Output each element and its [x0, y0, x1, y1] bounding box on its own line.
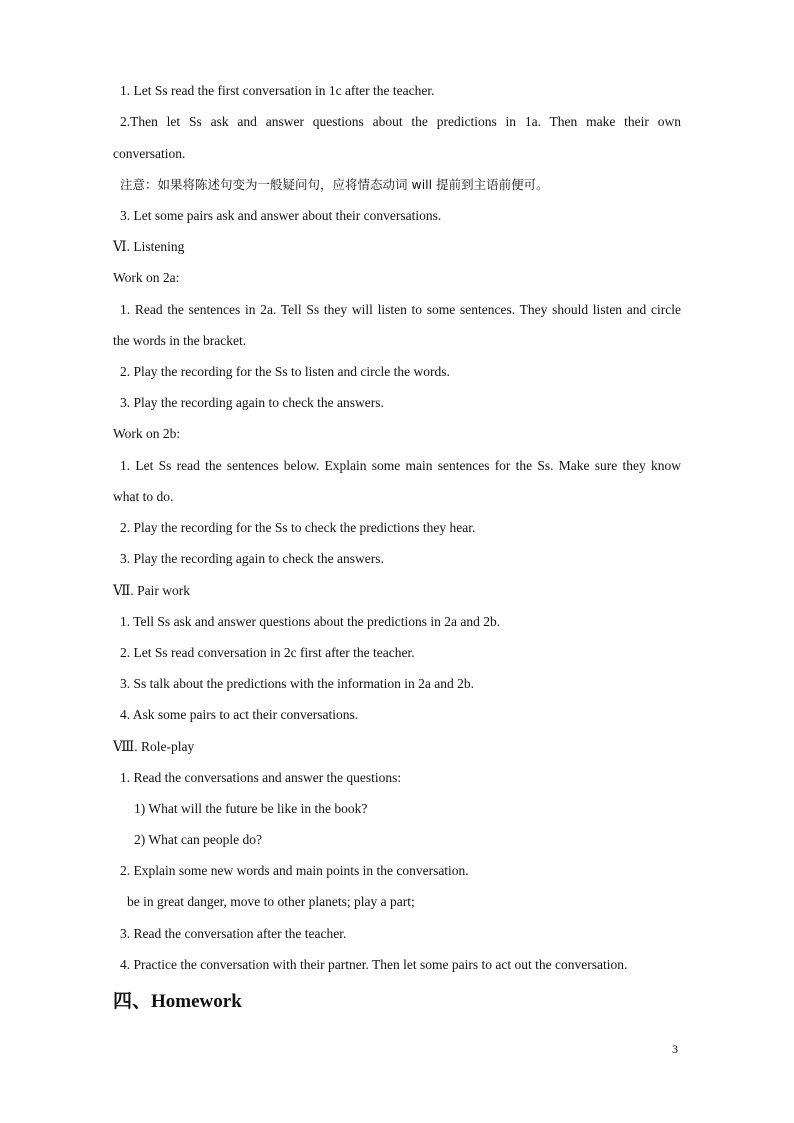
- text-line: 2. Play the recording for the Ss to check the predictions they hear.: [120, 520, 476, 535]
- text-line: 1. Read the conversations and answer the questions:: [120, 770, 402, 785]
- phrase-list: be in great danger, move to other planets; play a part;: [127, 894, 415, 909]
- text-line: 3. Read the conversation after the teacher.: [120, 926, 347, 941]
- page-number: 3: [672, 1042, 678, 1056]
- subheading: Work on 2a:: [113, 270, 180, 285]
- text-line: the words in the bracket.: [113, 333, 247, 348]
- text-line: 3. Ss talk about the predictions with the information in 2a and 2b.: [120, 676, 474, 691]
- text-line: 4. Ask some pairs to act their conversations.: [120, 707, 359, 722]
- question-item: 2) What can people do?: [134, 832, 262, 847]
- section-heading-listening: Ⅵ. Listening: [113, 239, 185, 254]
- text-line: 2. Let Ss read conversation in 2c first after the teacher.: [120, 645, 415, 660]
- text-line: 2. Play the recording for the Ss to listen and circle the words.: [120, 364, 450, 379]
- text-line: 3. Play the recording again to check the answers.: [120, 551, 384, 566]
- text-line: what to do.: [113, 489, 174, 504]
- text-line: 1. Let Ss read the sentences below. Explain some main sentences for the Ss. Make sure they know: [120, 458, 681, 473]
- text-line: 2. Explain some new words and main points in the conversation.: [120, 863, 469, 878]
- text-line: 1. Tell Ss ask and answer questions about the predictions in 2a and 2b.: [120, 614, 501, 629]
- text-line: conversation.: [113, 146, 186, 161]
- note-line: 注意：如果将陈述句变为一般疑问句，应将情态动词 will 提前到主语前便可。: [120, 177, 549, 192]
- text-line: 2.Then let Ss ask and answer questions about the predictions in 1a. Then make their own: [120, 114, 681, 129]
- text-line: 3. Play the recording again to check the answers.: [120, 395, 384, 410]
- text-line: 3. Let some pairs ask and answer about their conversations.: [120, 208, 442, 223]
- section-heading-role-play: Ⅷ. Role-play: [113, 739, 195, 754]
- text-line: 1. Let Ss read the first conversation in 1c after the teacher.: [120, 83, 435, 98]
- text-line: 1. Read the sentences in 2a. Tell Ss they will listen to some sentences. They should listen and circle: [120, 302, 681, 317]
- section-heading-pair-work: Ⅶ. Pair work: [113, 583, 191, 598]
- subheading: Work on 2b:: [113, 426, 181, 441]
- question-item: 1) What will the future be like in the book?: [134, 801, 368, 816]
- homework-heading: 四、Homework: [113, 991, 242, 1012]
- text-line: 4. Practice the conversation with their partner. Then let some pairs to act out the conversation.: [120, 957, 628, 972]
